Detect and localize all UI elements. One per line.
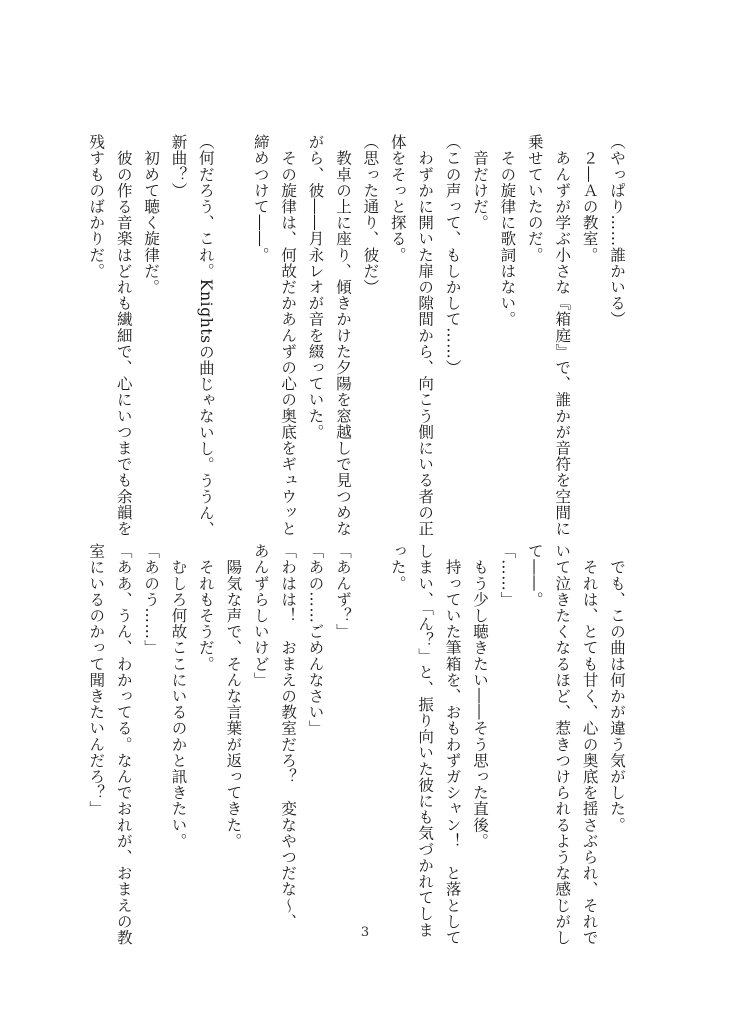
- text-line: ２―Ａの教室。: [580, 134, 599, 263]
- text-line: 「……」: [498, 543, 517, 608]
- text-line: がら、彼――月永レオが音を綴っていた。: [306, 134, 325, 440]
- text-line: 締めつけて――。: [251, 134, 270, 263]
- text-line: 初めて聴く旋律だ。: [142, 134, 161, 295]
- text-line: 教卓の上に座り、傾きかけた夕陽を窓越しで見つめな: [333, 134, 352, 537]
- text-line: もう少し聴きたい――そう思った直後。: [470, 543, 489, 849]
- text-line: 室にいるのかって聞きたいんだろ？」: [87, 543, 106, 817]
- text-line: 陽気な声で、そんな言葉が返ってきた。: [224, 543, 243, 849]
- text-line: あんずが学ぶ小さな『箱庭』で、誰かが音符を空間に: [553, 134, 572, 537]
- text-line: いて泣きたくなるほど、惹きつけられるような感じがし: [553, 543, 572, 946]
- text-line: 新曲？）: [169, 134, 188, 199]
- text-line: でも、この曲は何かが違う気がした。: [608, 543, 626, 833]
- text-line: 「ああ、うん、わかってる。なんでおれが、おまえの教: [114, 543, 133, 946]
- text-line: （何だろう、これ。Knightsの曲じゃないし。ううん、: [196, 134, 215, 537]
- text-line: その旋律に歌詞はない。: [498, 134, 517, 328]
- lower-text-block: [87, 543, 630, 946]
- page-number: 3: [360, 925, 370, 940]
- text-line: て――。: [525, 543, 544, 608]
- text-line: 「あの……ごめんなさい」: [306, 543, 325, 737]
- text-line: 音だけだ。: [470, 134, 489, 231]
- text-line: （思った通り、彼だ）: [361, 134, 380, 295]
- text-line: 「あのう……」: [142, 543, 161, 656]
- text-line: 体をそっと探る。: [388, 134, 407, 263]
- text-line: その旋律は、何故だかあんずの心の奥底をギュウッと: [279, 134, 298, 537]
- text-line: 持っていた筆箱を、おもわずガシャン！ と落として: [443, 543, 462, 946]
- text-line: 「わはは！ おまえの教室だろ？ 変なやつだな～、: [279, 543, 298, 930]
- blank-line: [219, 134, 246, 504]
- text-line: （この声って、もしかして……）: [443, 134, 462, 376]
- text-line: あんずらしいけど」: [251, 543, 270, 688]
- text-line: （やっぱり……誰かいる）: [608, 134, 626, 328]
- text-line: それは、とても甘く、心の奥底を揺さぶられ、それで: [580, 543, 599, 946]
- text-line: 乗せていたのだ。: [525, 134, 544, 263]
- text-line: 残すものばかりだ。: [87, 134, 106, 279]
- text-line: それもそうだ。: [196, 543, 215, 672]
- text-line: しまい、「ん？」と、振り向いた彼にも気づかれてしま: [416, 543, 435, 938]
- text-line: 「あんず？」: [333, 543, 352, 640]
- text-line: 彼の作る音楽はどれも繊細で、心にいつまでも余韻を: [114, 134, 133, 537]
- blank-line: [356, 543, 383, 913]
- text-line: むしろ何故ここにいるのかと訊きたい。: [169, 543, 188, 849]
- upper-text-block: [87, 134, 630, 537]
- text-line: った。: [388, 543, 407, 592]
- text-line: わずかに開いた扉の隙間から、向こう側にいる者の正: [416, 134, 435, 537]
